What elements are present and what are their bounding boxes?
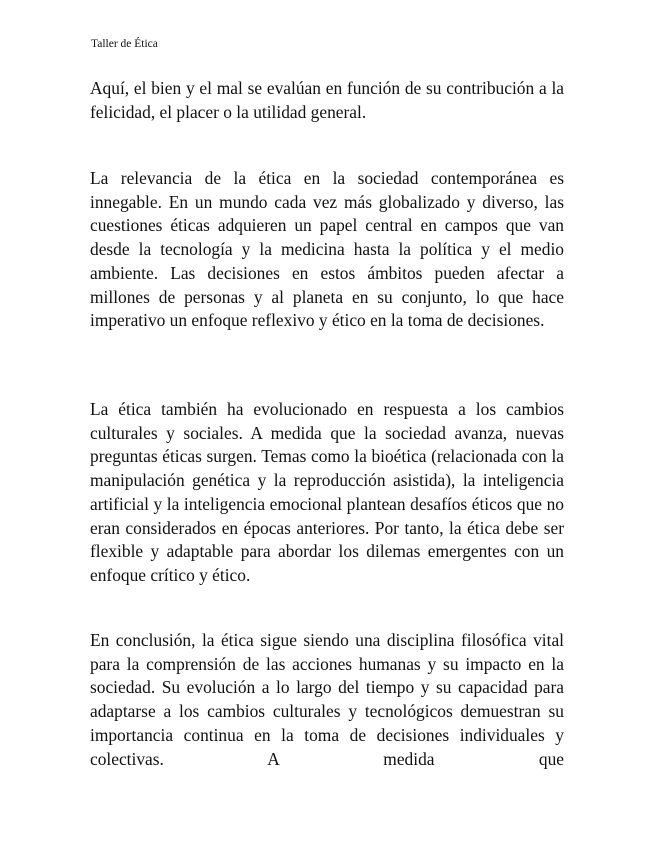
paragraph-ethics-evolution: La ética también ha evolucionado en respuesta a los cambios culturales y sociales. A medida que la sociedad avanza, nuevas preguntas éticas surgen. Temas como la bioética (relacionada con la manipulación genética y la reproducción asistida), la inteligencia artificial y la inteligencia emocional plantean desafíos éticos que no eran considerados en épocas anteriores. Por tanto, la ética debe ser flexible y adaptable para abordar los dilemas emergentes con un enfoque crítico y ético. [90, 399, 564, 585]
running-header: Taller de Ética [91, 38, 158, 50]
paragraph-conclusion: En conclusión, la ética sigue siendo una disciplina filosófica vital para la comprensión de las acciones humanas y su impacto en la sociedad. Su evolución a lo largo del tiempo y su capacidad para adaptarse a los cambios culturales y tecnológicos demuestran su importancia continua en la toma de decisiones individuales y colectivas. A medida que [90, 630, 564, 769]
paragraph-utilitarian-evaluation: Aquí, el bien y el mal se evalúan en función de su contribución a la felicidad, el placer o la utilidad general. [90, 78, 564, 122]
paragraph-contemporary-relevance: La relevancia de la ética en la sociedad contemporánea es innegable. En un mundo cada vez más globalizado y diverso, las cuestiones éticas adquieren un papel central en campos que van desde la tecnología y la medicina hasta la política y el medio ambiente. Las decisiones en estos ámbitos pueden afectar a millones de personas y al planeta en su conjunto, lo que hace imperativo un enfoque reflexivo y ético en la toma de decisiones. [90, 168, 564, 331]
